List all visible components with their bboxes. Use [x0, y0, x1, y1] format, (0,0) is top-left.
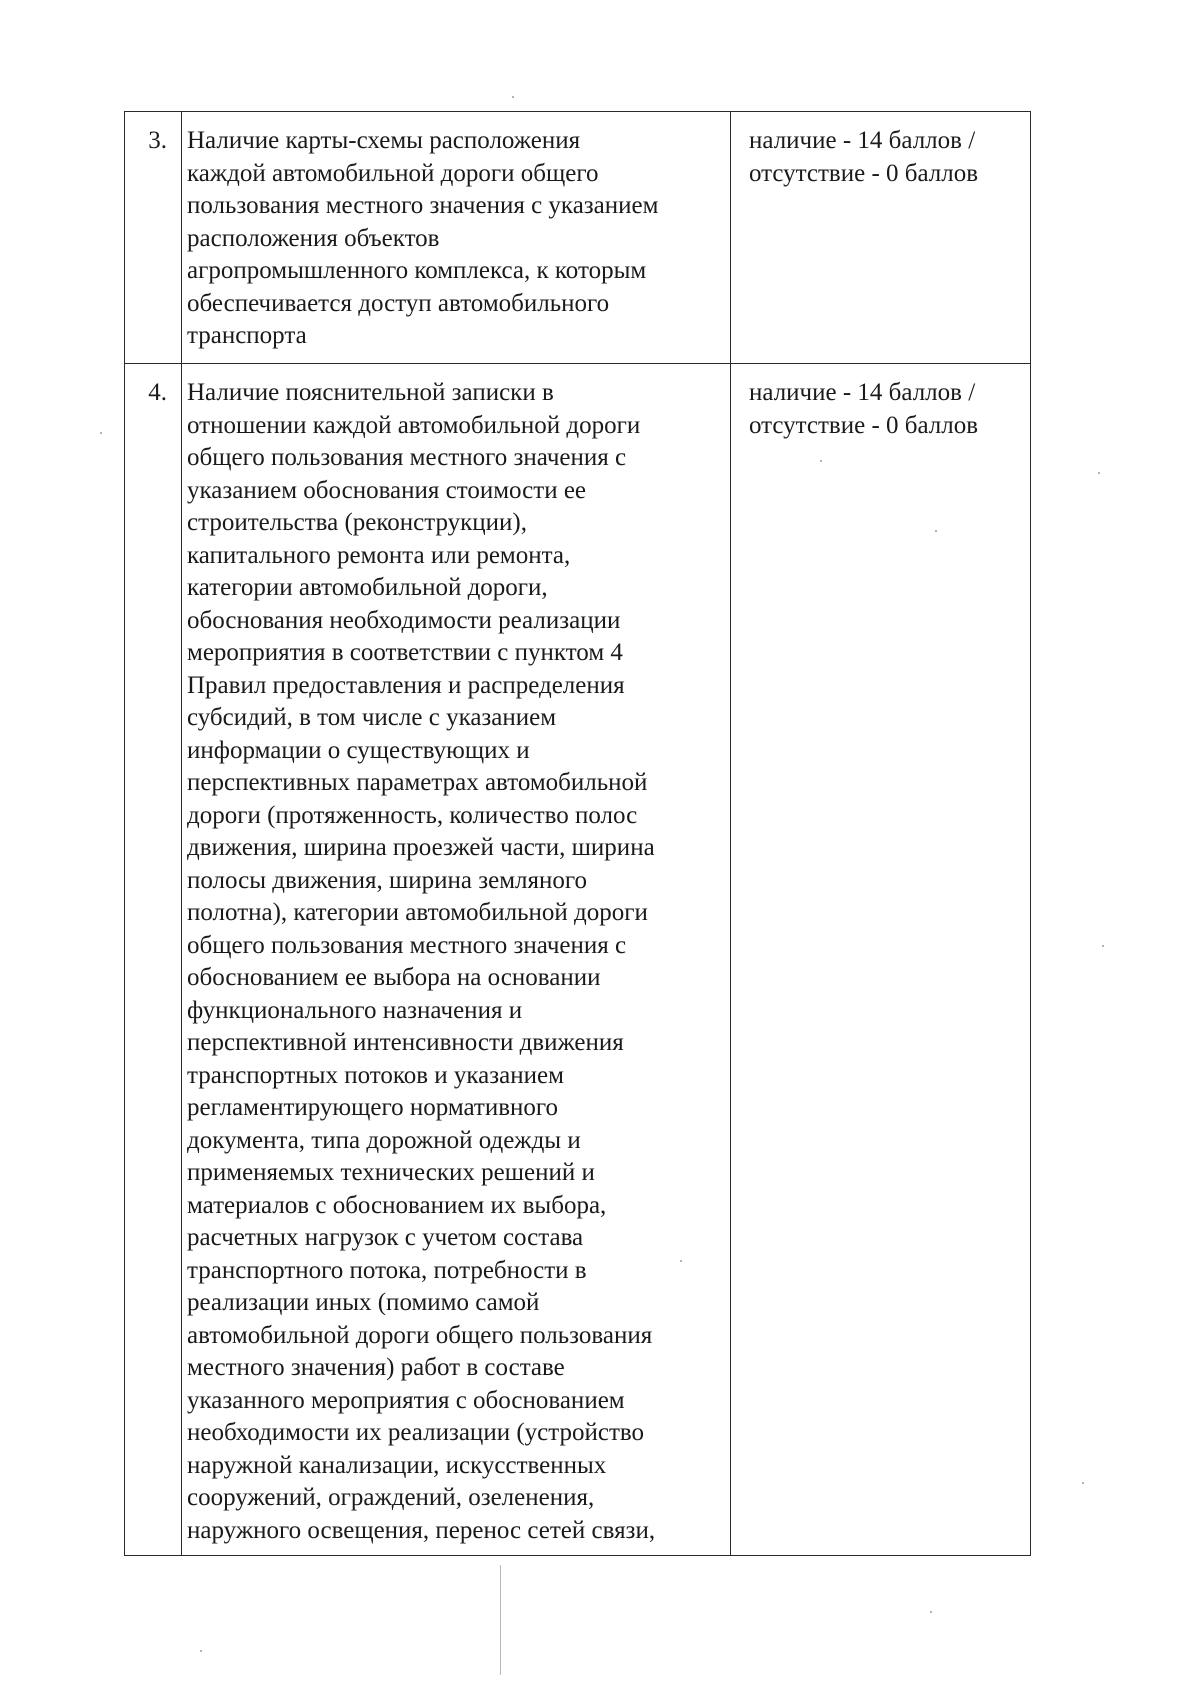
table-row [125, 112, 1031, 364]
criterion-line: обеспечивается доступ автомобильного [187, 289, 610, 317]
criterion-line: обоснованием ее выбора на основании [187, 964, 601, 991]
criterion-line: регламентирующего нормативного [187, 1094, 559, 1121]
criterion-line: дороги (протяженность, количество полос [187, 801, 638, 829]
criterion-line: строительства (реконструкции), [187, 509, 527, 536]
criterion-line: документа, типа дорожной одежды и [187, 1126, 581, 1154]
scan-speck [930, 1611, 932, 1613]
criterion-line: обоснования необходимости реализации [187, 606, 621, 634]
criterion-line: функционального назначения и [187, 996, 523, 1024]
score-line: наличие - 14 баллов / [749, 379, 976, 406]
criterion-line: полотна), категории автомобильной дороги [187, 899, 648, 926]
criterion-line: транспортных потоков и указанием [187, 1061, 564, 1089]
criterion-line: каждой автомобильной дороги общего [187, 159, 599, 187]
criterion-line: Наличие пояснительной записки в [187, 379, 554, 406]
criterion-line: перспективной интенсивности движения [187, 1029, 624, 1056]
score-line: отсутствие - 0 баллов [749, 159, 979, 187]
criterion-line: расположения объектов [187, 224, 440, 252]
criterion-line: автомобильной дороги общего пользования [187, 1321, 653, 1349]
row-number-text: 3. [148, 127, 167, 154]
criterion-line: капитального ремонта или ремонта, [187, 541, 571, 569]
criterion-line: наружного освещения, перенос сетей связи, [187, 1516, 656, 1544]
row-number [125, 112, 182, 364]
row-number [125, 364, 182, 1556]
criterion-line: общего пользования местного значения с [187, 931, 627, 959]
criterion-line: применяемых технических решений и [187, 1159, 595, 1186]
criterion-line: мероприятия в соответствии с пунктом 4 [187, 639, 623, 666]
criterion-line: реализации иных (помимо самой [187, 1289, 540, 1316]
criterion-line: необходимости их реализации (устройство [187, 1419, 645, 1446]
criterion-line: Правил предоставления и распределения [187, 671, 625, 699]
criterion-line: субсидий, в том числе с указанием [187, 704, 557, 731]
criterion-line: транспортного потока, потребности в [187, 1256, 587, 1284]
criterion-line: местного значения) работ в составе [187, 1354, 565, 1381]
criterion-line: общего пользования местного значения с [187, 444, 627, 471]
criterion-line: отношении каждой автомобильной дороги [187, 411, 641, 439]
criterion-line: Наличие карты-схемы расположения [187, 127, 581, 154]
score-line: наличие - 14 баллов / [749, 127, 976, 154]
criterion-line: агропромышленного комплекса, к которым [187, 257, 647, 284]
row-number-text: 4. [148, 379, 167, 406]
criterion-line: сооружений, ограждений, озеленения, [187, 1484, 595, 1511]
criteria-table [124, 111, 1031, 1556]
table-row [125, 364, 1031, 1556]
criterion-line: пользования местного значения с указанием [187, 192, 659, 219]
criterion-line: перспективных параметрах автомобильной [187, 769, 648, 796]
score-cell [731, 364, 1031, 1556]
scan-speck [1102, 945, 1104, 947]
criterion-line: наружной канализации, искусственных [187, 1451, 607, 1479]
criterion-cell [182, 112, 731, 364]
criterion-line: информации о существующих и [187, 736, 530, 764]
criterion-cell [182, 364, 731, 1556]
criterion-line: движения, ширина проезжей части, ширина [187, 834, 655, 861]
criterion-line: материалов с обоснованием их выбора, [187, 1191, 607, 1219]
scan-speck [1082, 1482, 1084, 1484]
score-line: отсутствие - 0 баллов [749, 411, 979, 439]
criterion-line: указанием обоснования стоимости ее [187, 476, 587, 504]
scan-speck [1098, 472, 1100, 474]
score-cell [731, 112, 1031, 364]
scan-fold-line [500, 1565, 501, 1675]
criterion-line: указанного мероприятия с обоснованием [187, 1386, 625, 1414]
criterion-line: полосы движения, ширина земляного [187, 866, 587, 894]
criterion-line: категории автомобильной дороги, [187, 574, 548, 601]
scan-speck [512, 96, 514, 98]
criterion-line: расчетных нагрузок с учетом состава [187, 1224, 584, 1251]
scan-speck [100, 432, 102, 434]
criterion-line: транспорта [187, 322, 307, 349]
scan-speck [200, 1650, 202, 1652]
